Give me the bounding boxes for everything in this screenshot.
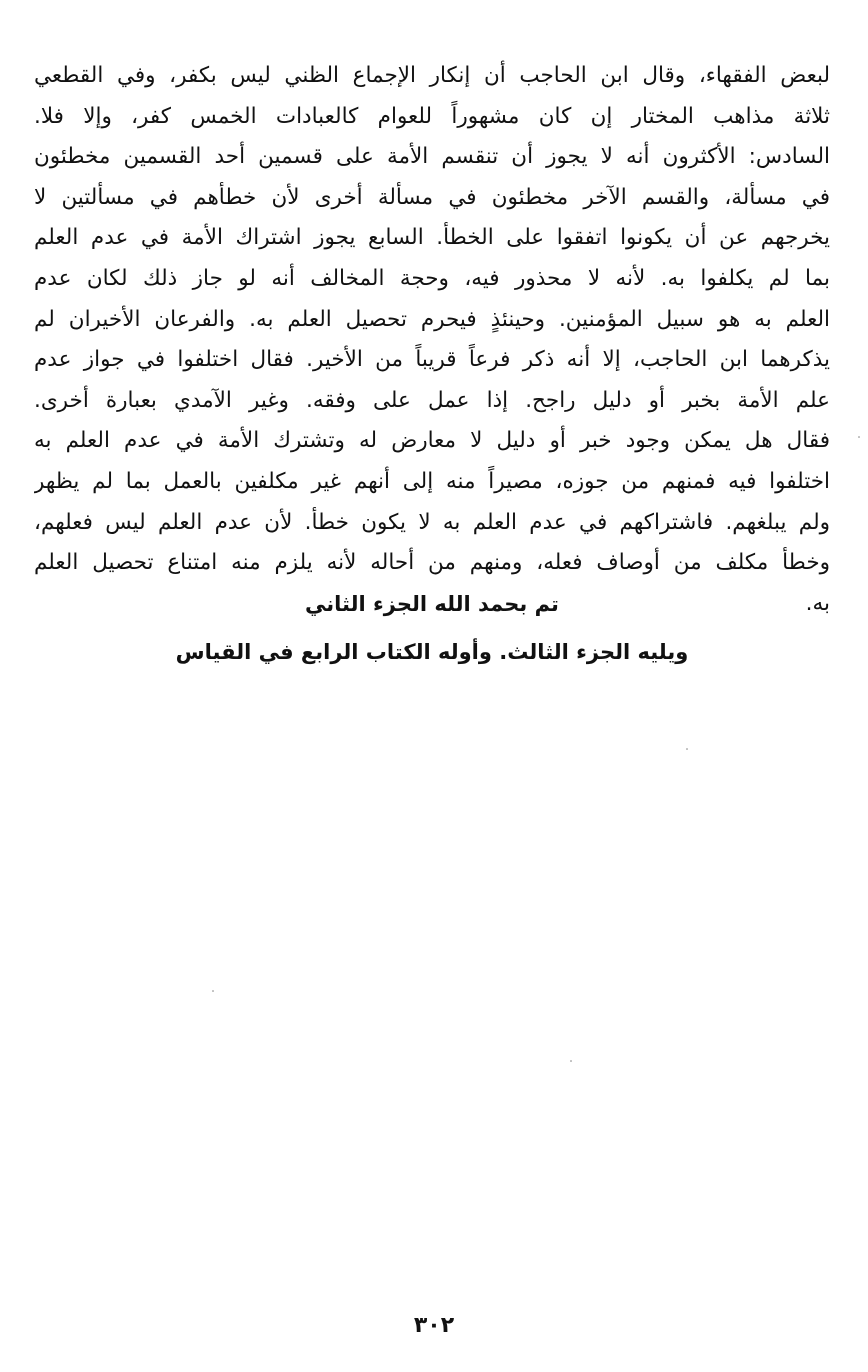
text-line: العلم به هو سبيل المؤمنين. وحينئذٍ فيحرم تحصيل العلم به. والفرعان الأخيران لم — [34, 306, 830, 332]
text-line: لبعض الفقهاء، وقال ابن الحاجب أن إنكار الإجماع الظني ليس بكفر، وفي القطعي — [34, 63, 830, 88]
scan-speck — [212, 990, 214, 992]
text-line: وخطأ مكلف من أوصاف فعله، ومنهم من أحاله لأنه يلزم منه امتناع تحصيل العلم — [34, 550, 830, 576]
main-text-block — [34, 56, 830, 624]
closing-statement: تم بحمد الله الجزء الثاني — [305, 592, 559, 616]
text-line: علم الأمة بخبر أو دليل راجح. إذا عمل على وفقه. وغير الآمدي بعبارة أخرى. — [34, 387, 830, 413]
text-line: اختلفوا فيه فمنهم من جوزه، مصيراً منه إلى أنهم غير مكلفين بالعمل بما لم يظهر — [34, 468, 830, 494]
text-line: به. — [805, 590, 830, 616]
text-line: فقال هل يمكن وجود خبر أو دليل لا معارض له وتشترك الأمة في عدم العلم به — [34, 428, 830, 454]
next-volume-note: ويليه الجزء الثالث. وأوله الكتاب الرابع في القياس — [175, 640, 689, 664]
text-line: ثلاثة مذاهب المختار إن كان مشهوراً للعوام كالعبادات الخمس كفر، وإلا فلا. — [34, 103, 830, 129]
text-line: يذكرهما ابن الحاجب، إلا أنه ذكر فرعاً قريباً من الأخير. فقال اختلفوا في جواز عدم — [34, 347, 830, 373]
scan-speck — [570, 1060, 572, 1062]
scan-speck — [686, 748, 688, 750]
page-number: ٣٠٢ — [413, 1313, 455, 1338]
text-line: ولم يبلغهم. فاشتراكهم في عدم العلم به لا يكون خطأ. لأن عدم العلم ليس فعلهم، — [34, 509, 830, 535]
text-line: يخرجهم عن أن يكونوا اتفقوا على الخطأ. السابع يجوز اشتراك الأمة في عدم العلم — [34, 225, 830, 251]
scan-speck — [858, 436, 860, 438]
text-line: في مسألة، والقسم الآخر مخطئون في مسألة أخرى لأن خطأهم في مسألتين لا — [34, 184, 830, 210]
text-line: السادس: الأكثرون أنه لا يجوز أن تنقسم الأمة على قسمين أحد القسمين مخطئون — [34, 144, 830, 170]
text-line: بما لم يكلفوا به. لأنه لا محذور فيه، وحجة المخالف أنه لو جاز ذلك لكان عدم — [34, 265, 830, 291]
